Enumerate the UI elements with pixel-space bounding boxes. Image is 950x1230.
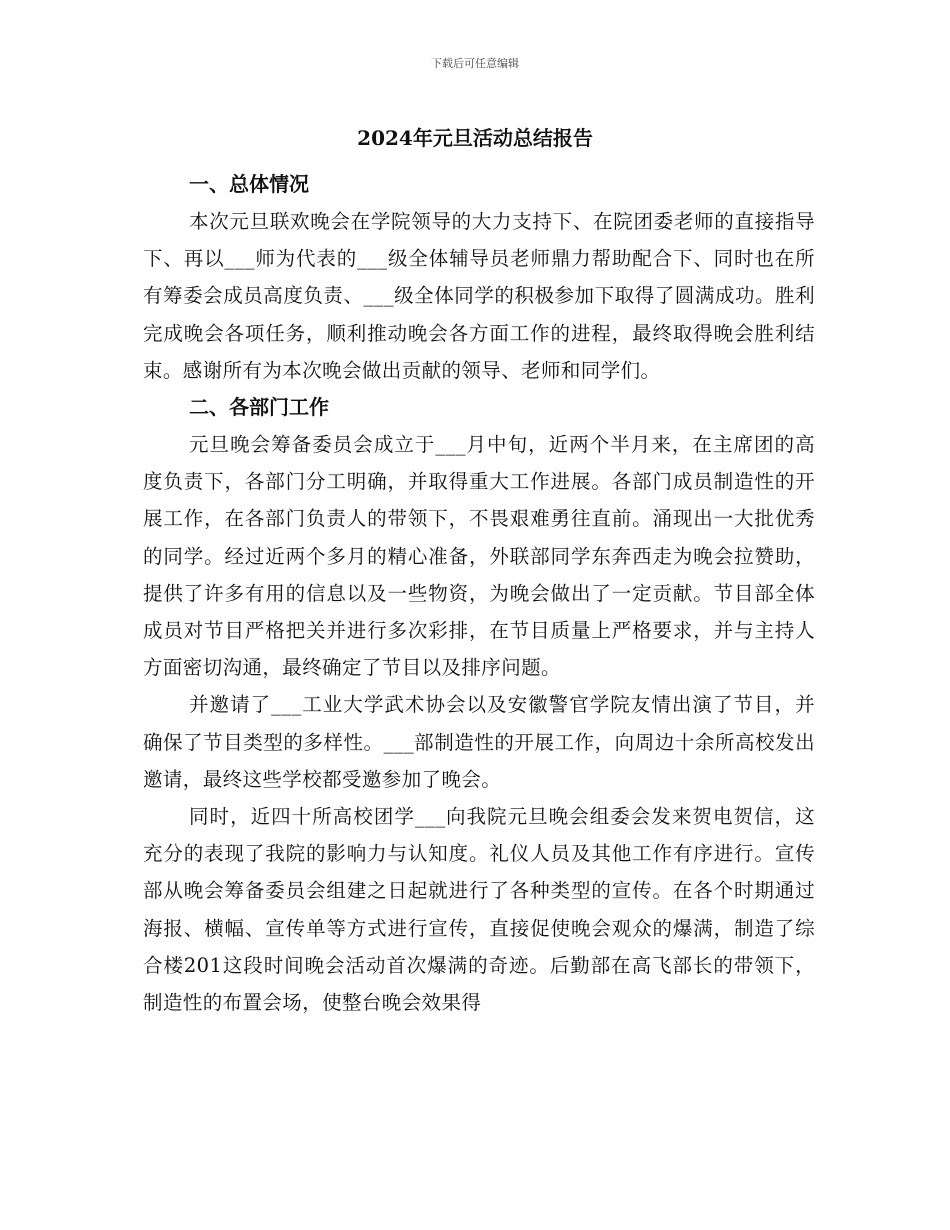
paragraph: 同时，近四十所高校团学___向我院元旦晚会组委会发来贺电贺信，这充分的表现了我院的影响力与认知度。礼仪人员及其他工作有序进行。宣传部从晚会筹备委员会组建之日起就进行了各种类型的宣传。在各个时期通过海报、横幅、宣传单等方式进行宣传，直接促使晚会观众的爆满，制造了综合楼201这段时间晚会活动首次爆满的奇迹。后勤部在高飞部长的带领下，制造性的布置会场，使整台晚会效果得	[143, 805, 815, 1015]
document-title: 2024年元旦活动总结报告	[357, 126, 593, 150]
section-heading: 一、总体情况	[189, 172, 309, 196]
section-heading: 二、各部门工作	[189, 395, 329, 420]
paragraph: 本次元旦联欢晚会在学院领导的大力支持下、在院团委老师的直接指导下、再以___师为代表的___级全体辅导员老师鼎力帮助配合下、同时也在所有筹委会成员高度负责、___级全体同学的积极参加下取得了圆满成功。胜利完成晚会各项任务，顺利推动晚会各方面工作的进程，最终取得晚会胜利结束。感谢所有为本次晚会做出贡献的领导、老师和同学们。	[143, 210, 815, 382]
paragraph: 元旦晚会筹备委员会成立于___月中旬，近两个半月来，在主席团的高度负责下，各部门分工明确，并取得重大工作进展。各部门成员制造性的开展工作，在各部门负责人的带领下，不畏艰难勇往直前。涌现出一大批优秀的同学。经过近两个多月的精心准备，外联部同学东奔西走为晚会拉赞助，提供了许多有用的信息以及一些物资，为晚会做出了一定贡献。节目部全体成员对节目严格把关并进行多次彩排，在节目质量上严格要求，并与主持人方面密切沟通，最终确定了节目以及排序问题。	[143, 433, 815, 680]
document-body	[143, 166, 815, 1021]
section-overall	[143, 166, 815, 389]
paragraph: 并邀请了___工业大学武术协会以及安徽警官学院友情出演了节目，并确保了节目类型的多样性。___部制造性的开展工作，向周边十余所高校发出邀请，最终这些学校都受邀参加了晚会。	[143, 693, 815, 791]
section-departments	[143, 389, 815, 1021]
page-header-note: 下载后可任意编辑	[431, 57, 519, 70]
